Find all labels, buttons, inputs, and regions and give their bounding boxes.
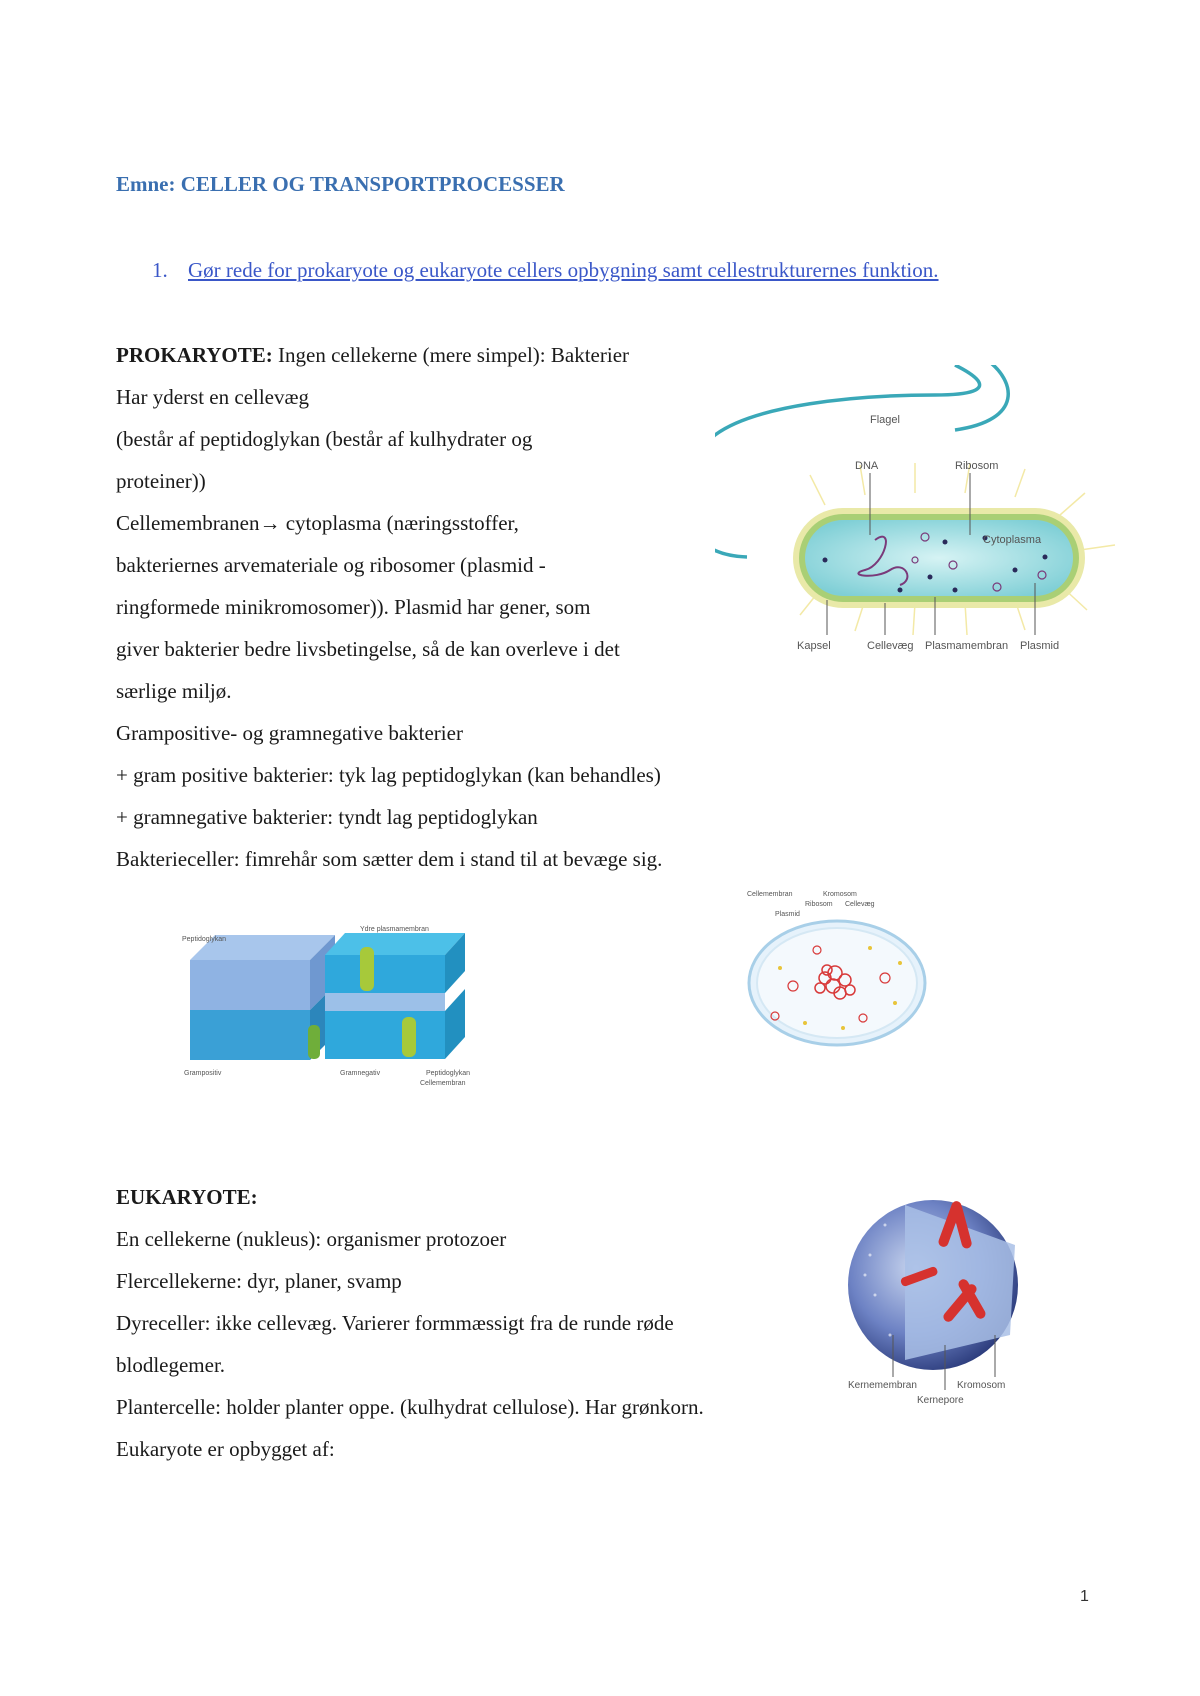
- prokaryote-intro: Ingen cellekerne (mere simpel): Bakterier: [272, 343, 630, 367]
- text-line: Grampositive- og gramnegative bakterier: [116, 721, 463, 745]
- text-line: blodlegemer.: [116, 1353, 226, 1377]
- prokaryote-section: [116, 334, 662, 880]
- cell-wall-figure: [180, 925, 480, 1095]
- text-line: (består af peptidoglykan (består af kulhydrater og: [116, 427, 533, 451]
- label-plasmamembran: Plasmamembran: [925, 640, 1009, 652]
- protein-channel: [308, 1025, 320, 1059]
- label-kernepore: Kernepore: [917, 1395, 964, 1406]
- label-grampositiv: Grampositiv: [184, 1070, 222, 1077]
- bacterium-figure: [715, 365, 1135, 665]
- nucleus-figure: [845, 1185, 1020, 1410]
- text-line: Dyreceller: ikke cellevæg. Varierer formmæssigt fra de runde røde: [116, 1311, 674, 1335]
- text-line: proteiner)): [116, 469, 206, 493]
- gramnegative-membrane: [325, 1011, 445, 1059]
- label-kromosom: Kromosom: [823, 891, 857, 898]
- page-number: 1: [1080, 1588, 1089, 1605]
- cytoplasm: [805, 520, 1073, 596]
- protein-channel: [402, 1017, 416, 1057]
- eukaryote-heading: EUKARYOTE:: [116, 1185, 258, 1209]
- label-kapsel: Kapsel: [797, 640, 831, 652]
- cytoplasma-text: cytoplasma (næringsstoffer,: [280, 511, 519, 535]
- text-line: bakteriernes arvemateriale og ribosomer (plasmid -: [116, 553, 546, 577]
- prokaryote-heading-line: [116, 334, 662, 376]
- text-line: Bakterieceller: fimrehår som sætter dem i stand til at bevæge sig.: [116, 847, 663, 871]
- text-line: særlige miljø.: [116, 679, 232, 703]
- label-peptidoglykan-bottom: Peptidoglykan: [426, 1070, 470, 1077]
- label-cytoplasma: Cytoplasma: [983, 534, 1042, 546]
- text-line: Eukaryote er opbygget af:: [116, 1437, 335, 1461]
- label-cellevaeg: Cellevæg: [867, 640, 914, 652]
- label-cellevaeg: Cellevæg: [845, 901, 875, 908]
- question-number: 1.: [152, 258, 168, 282]
- subject-heading: Emne: CELLER OG TRANSPORTPROCESSER: [116, 172, 565, 196]
- question-1: [152, 258, 939, 283]
- grampositive-peptidoglykan: [190, 960, 310, 1010]
- label-peptidoglykan-top: Peptidoglykan: [182, 936, 226, 943]
- label-dna: DNA: [855, 460, 879, 472]
- label-gramnegativ: Gramnegativ: [340, 1070, 381, 1077]
- label-plasmid: Plasmid: [775, 911, 800, 918]
- text-line: [116, 502, 662, 544]
- cellemembranen-text: Cellemembranen: [116, 511, 260, 535]
- label-ribosom: Ribosom: [805, 901, 833, 908]
- text-line: + gram positive bakterier: tyk lag peptidoglykan (kan behandles): [116, 763, 661, 787]
- question-text: Gør rede for prokaryote og eukaryote cellers opbygning samt cellestrukturernes funktion.: [188, 258, 939, 282]
- text-line: giver bakterier bedre livsbetingelse, så de kan overleve i det: [116, 637, 620, 661]
- eukaryote-section: [116, 1176, 704, 1470]
- text-line: Har yderst en cellevæg: [116, 385, 310, 409]
- label-flagel: Flagel: [870, 414, 900, 426]
- gramnegative-top: [325, 933, 465, 955]
- arrow-icon: →: [259, 511, 281, 535]
- text-line: Plantercelle: holder planter oppe. (kulhydrat cellulose). Har grønkorn.: [116, 1395, 704, 1419]
- text-line: + gramnegative bakterier: tyndt lag peptidoglykan: [116, 805, 538, 829]
- label-plasmid: Plasmid: [1020, 640, 1060, 652]
- eukaryote-heading-line: [116, 1176, 704, 1218]
- oval-cell-figure: [745, 888, 930, 1048]
- label-kromosom: Kromosom: [957, 1380, 1006, 1391]
- label-ribosom: Ribosom: [955, 460, 999, 472]
- text-line: Flercellekerne: dyr, planer, svamp: [116, 1269, 402, 1293]
- gramnegative-outer: [325, 955, 445, 993]
- text-line: ringformede minikromosomer)). Plasmid har gener, som: [116, 595, 591, 619]
- label-cellemembran: Cellemembran: [747, 891, 793, 898]
- label-cellemembran: Cellemembran: [420, 1080, 466, 1087]
- protein-channel: [360, 947, 374, 991]
- prokaryote-heading: PROKARYOTE:: [116, 343, 273, 367]
- text-line: En cellekerne (nukleus): organismer protozoer: [116, 1227, 507, 1251]
- label-ydre-plasmamembran: Ydre plasmamembran: [360, 926, 429, 933]
- label-kernemembran: Kernemembran: [848, 1380, 917, 1391]
- grampositive-membrane: [190, 1010, 310, 1060]
